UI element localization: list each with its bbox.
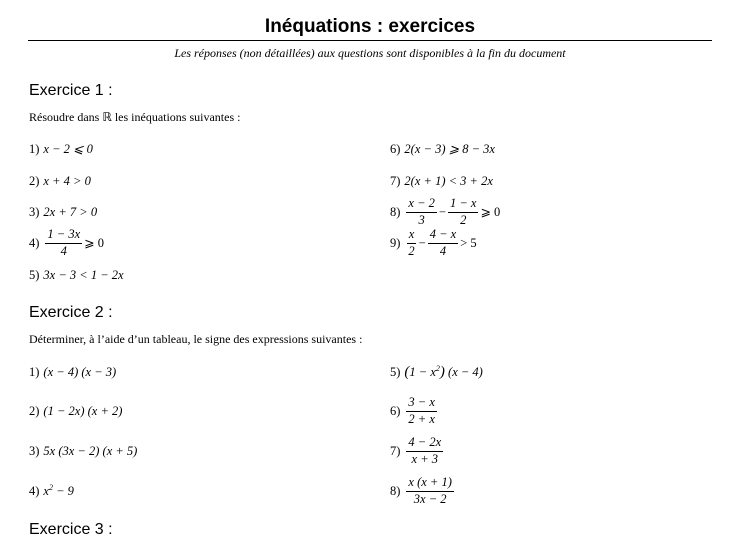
- inequation: 3x − 3 < 1 − 2x: [43, 267, 124, 282]
- denominator: 2: [408, 243, 415, 258]
- ex1-item-4: [29, 228, 104, 258]
- inner: 1 − x: [409, 364, 436, 379]
- inequation: 2(x + 1) < 3 + 2x: [404, 173, 493, 188]
- item-number: 6): [390, 403, 401, 418]
- item-number: 8): [390, 204, 401, 219]
- inequation: x − 2 ⩽ 0: [43, 142, 93, 156]
- denominator: 4: [60, 243, 67, 258]
- rest: − 9: [52, 484, 74, 498]
- item-number: 7): [390, 443, 401, 458]
- inequality-tail: ⩾ 0: [480, 205, 501, 219]
- inequality-tail: ⩾ 0: [84, 236, 105, 250]
- ex1-item-7: [390, 166, 493, 196]
- item-number: 3): [29, 443, 40, 458]
- denominator: 4: [439, 243, 447, 258]
- fraction: [428, 228, 458, 257]
- denominator: 2: [460, 212, 467, 227]
- fraction: [406, 197, 436, 226]
- item-number: 7): [390, 173, 401, 188]
- ex2-item-2: [29, 396, 122, 426]
- numerator: x: [407, 228, 417, 243]
- expression: 5x (3x − 2) (x + 5): [43, 443, 138, 458]
- numerator: x − 2: [406, 197, 436, 212]
- fraction: [406, 476, 453, 505]
- inequality-tail: > 5: [460, 235, 477, 250]
- item-number: 1): [29, 141, 40, 156]
- item-number: 5): [29, 267, 40, 282]
- exercise-2-heading: Exercice 2 :: [29, 304, 113, 321]
- right-paren: ): [439, 363, 445, 380]
- inequation: 2(x − 3) ⩾ 8 − 3x: [404, 142, 495, 156]
- ex1-item-6: [390, 134, 495, 164]
- fraction: [406, 436, 443, 465]
- exercise-1-instruction: Résoudre dans ℝ les inéquations suivantes :: [29, 110, 241, 124]
- ex1-item-1: [29, 134, 93, 164]
- title-rule: [28, 40, 712, 41]
- numerator: 3 − x: [406, 396, 436, 411]
- ex1-item-9: [390, 228, 477, 258]
- ex2-item-5: [390, 357, 483, 387]
- denominator: 3x − 2: [413, 491, 447, 506]
- fraction: [406, 228, 416, 257]
- numerator: 4 − 2x: [406, 436, 443, 451]
- item-number: 4): [29, 235, 40, 250]
- fraction: [45, 228, 82, 257]
- expression: (x − 4) (x − 3): [43, 364, 117, 379]
- exponent: 2: [435, 363, 440, 373]
- denominator: x + 3: [411, 451, 439, 466]
- item-number: 6): [390, 141, 401, 156]
- item-number: 2): [29, 173, 40, 188]
- item-number: 1): [29, 364, 40, 379]
- inequation: 2x + 7 > 0: [43, 204, 98, 219]
- exponent: 2: [48, 483, 53, 492]
- ex2-item-3: [29, 436, 137, 466]
- ex1-item-3: [29, 197, 97, 227]
- expression: (1 − 2x) (x + 2): [43, 403, 123, 418]
- rest: (x − 4): [444, 364, 483, 379]
- page-title: Inéquations : exercices: [264, 16, 476, 37]
- ex2-item-7: [390, 436, 445, 466]
- inequation: x + 4 > 0: [43, 173, 91, 188]
- numerator: 1 − x: [448, 197, 478, 212]
- item-number: 3): [29, 204, 40, 219]
- denominator: 3: [418, 212, 425, 227]
- ex2-item-8: [390, 476, 456, 506]
- exercise-3-heading: Exercice 3 :: [29, 521, 113, 538]
- ex2-item-4: [29, 476, 74, 506]
- item-number: 8): [390, 483, 401, 498]
- ex1-item-5: [29, 260, 124, 290]
- ex2-item-6: [390, 396, 439, 426]
- base: x: [43, 484, 49, 498]
- fraction: [448, 197, 478, 226]
- item-number: 5): [390, 364, 401, 379]
- exercise-2-instruction: Déterminer, à l’aide d’un tableau, le signe des expressions suivantes :: [29, 332, 363, 346]
- item-number: 2): [29, 403, 40, 418]
- fraction: [406, 396, 436, 425]
- minus-sign: −: [438, 204, 446, 219]
- ex1-item-2: [29, 166, 91, 196]
- left-paren: (: [404, 363, 410, 380]
- numerator: 4 − x: [428, 228, 458, 243]
- expression: [404, 364, 482, 381]
- minus-sign: −: [418, 235, 426, 250]
- denominator: 2 + x: [408, 411, 435, 426]
- ex2-item-1: [29, 357, 116, 387]
- numerator: x (x + 1): [406, 476, 453, 491]
- item-number: 9): [390, 235, 401, 250]
- expression: [43, 483, 74, 499]
- subtitle: Les réponses (non détaillées) aux questions sont disponibles à la fin du document: [174, 46, 566, 60]
- item-number: 4): [29, 483, 40, 498]
- ex1-item-8: [390, 197, 500, 227]
- exercise-1-heading: Exercice 1 :: [29, 82, 113, 99]
- numerator: 1 − 3x: [45, 228, 82, 243]
